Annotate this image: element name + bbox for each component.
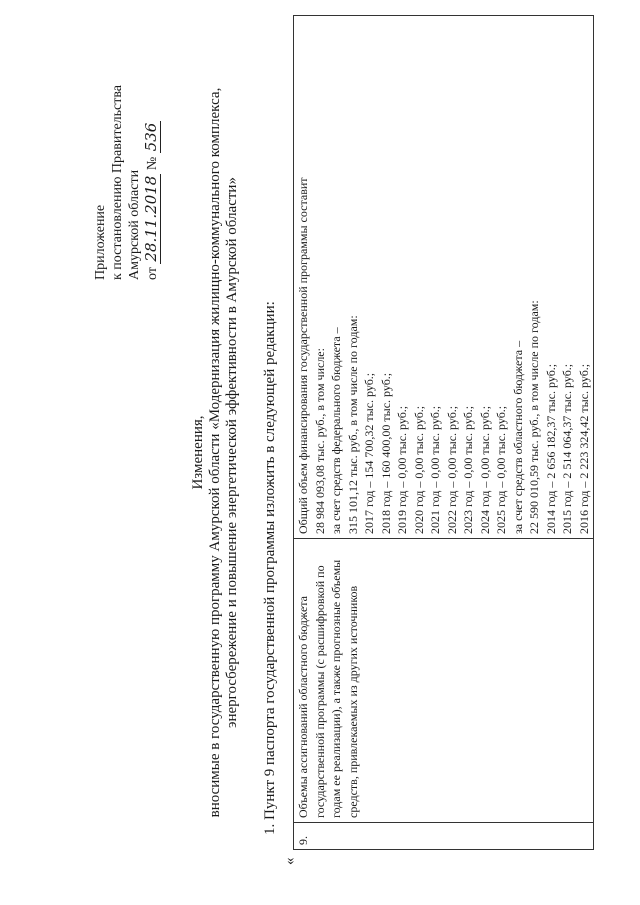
financing-line: Общий объем финансирования государственной программы составит: [296, 177, 310, 534]
description-line: средств, привлекаемых из других источников: [345, 585, 360, 818]
financing-line: 22 590 010,59 тыс. руб., в том числе по годам:: [527, 300, 541, 534]
table-row: [294, 16, 594, 850]
financing-line: 2019 год – 0,00 тыс. руб.;: [395, 405, 409, 534]
handwritten-date: 28.11.2018: [142, 175, 160, 262]
number-prefix: №: [145, 156, 160, 171]
passport-table: [293, 15, 594, 850]
document-subtitle-2: энергосбережение и повышение энергетической эффективности в Амурской области»: [224, 177, 240, 728]
opening-quote: «: [282, 857, 298, 865]
financing-line: 2018 год – 160 400,00 тыс. руб.;: [378, 372, 393, 534]
description-line: государственной программы (с расшифровкой по: [312, 565, 327, 818]
financing-line: 2022 год – 0,00 тыс. руб.;: [444, 405, 459, 534]
financing-line: 2024 год – 0,00 тыс. руб.;: [477, 405, 492, 534]
financing-line: 2025 год – 0,00 тыс. руб.;: [494, 405, 508, 534]
financing-line: за счет средств областного бюджета –: [510, 340, 525, 534]
appendix-region: Амурской области: [127, 169, 142, 280]
financing-line: 315 101,12 тыс. руб., в том числе по годам:: [345, 315, 360, 534]
description-line: Объемы ассигнований областного бюджета: [296, 596, 310, 818]
appendix-date-line: [143, 30, 161, 280]
appendix-resolution: к постановлению Правительства: [110, 84, 125, 280]
financing-line: 28 984 093,08 тыс. руб., в том числе:: [312, 348, 327, 534]
financing-line: 2016 год – 2 223 324,42 тыс. руб.;: [576, 363, 591, 534]
appendix-title: Приложение: [93, 204, 108, 280]
financing-cell: [294, 16, 594, 539]
financing-line: 2014 год – 2 656 182,37 тыс. руб.;: [543, 363, 558, 534]
document-subtitle-1: вносимые в государственную программу Амурской области «Модернизация жилищно-коммунального комплекса,: [207, 87, 223, 818]
financing-line: 2017 год – 154 700,32 тыс. руб.;: [362, 372, 376, 534]
intro-paragraph: 1. Пункт 9 паспорта государственной программы изложить в следующей редакции:: [262, 301, 278, 835]
financing-line: 2020 год – 0,00 тыс. руб.;: [411, 405, 426, 534]
document-title: Изменения,: [190, 415, 206, 490]
date-prefix: от: [145, 267, 160, 280]
description-line: годам ее реализации), а также прогнозные объемы: [329, 559, 343, 818]
handwritten-number: 536: [142, 122, 160, 152]
financing-line: 2021 год – 0,00 тыс. руб.;: [428, 405, 442, 534]
row-number: 9.: [294, 823, 594, 850]
appendix-header: [92, 30, 161, 280]
financing-line: 2023 год – 0,00 тыс. руб.;: [461, 405, 475, 534]
financing-line: за счет средств федерального бюджета –: [329, 327, 343, 534]
financing-line: 2015 год – 2 514 064,37 тыс. руб.;: [560, 363, 574, 534]
row-description: [294, 539, 594, 823]
